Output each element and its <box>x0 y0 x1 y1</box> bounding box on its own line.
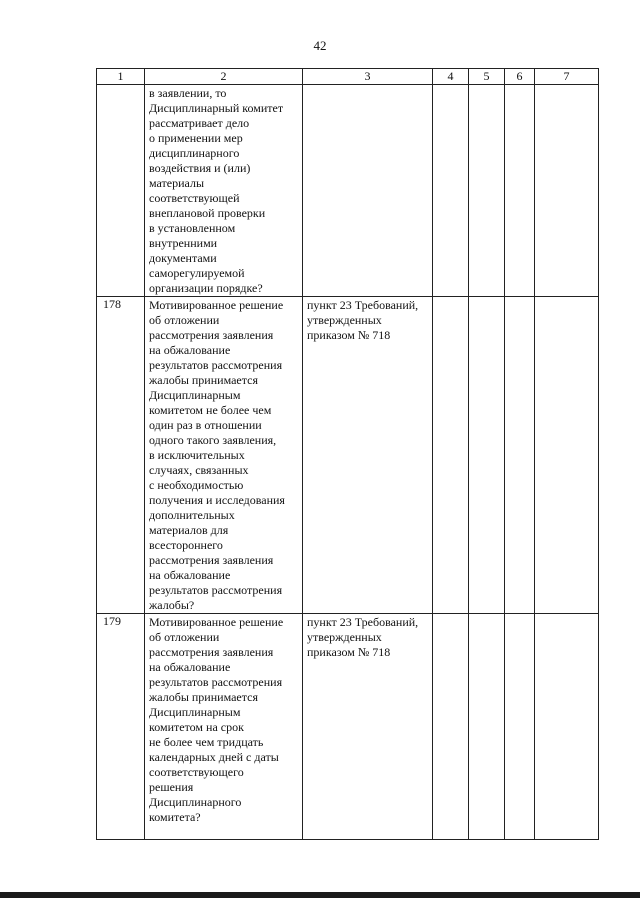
question-cell <box>145 85 303 297</box>
question-line: внеплановой проверки <box>149 206 266 220</box>
answer-cell-5[interactable] <box>469 85 505 297</box>
question-line: календарных дней с даты <box>149 750 279 764</box>
question-line: соответствующей <box>149 191 240 205</box>
answer-cell-7[interactable] <box>535 614 599 840</box>
answer-cell-5[interactable] <box>469 297 505 614</box>
column-header-5: 5 <box>469 69 505 85</box>
answer-cell-6[interactable] <box>505 297 535 614</box>
question-line: саморегулируемой <box>149 266 245 280</box>
question-line: не более чем тридцать <box>149 735 264 749</box>
column-header-2: 2 <box>145 69 303 85</box>
question-line: рассматривает дело <box>149 116 250 130</box>
question-line: Дисциплинарного <box>149 795 242 809</box>
question-line: жалобы принимается <box>149 373 258 387</box>
question-line: Дисциплинарным <box>149 388 241 402</box>
question-line: на обжалование <box>149 660 231 674</box>
question-line: документами <box>149 251 217 265</box>
question-line: одного такого заявления, <box>149 433 277 447</box>
question-line: комитетом на срок <box>149 720 244 734</box>
question-line: организации порядке? <box>149 281 263 295</box>
question-line: об отложении <box>149 630 220 644</box>
reference-line: пункт 23 Требований, <box>307 298 419 312</box>
table-row <box>97 614 599 840</box>
answer-cell-4[interactable] <box>433 614 469 840</box>
question-line: решения <box>149 780 194 794</box>
question-line: комитета? <box>149 810 201 824</box>
question-line: получения и исследования <box>149 493 285 507</box>
question-line: результатов рассмотрения <box>149 675 283 689</box>
question-line: на обжалование <box>149 568 231 582</box>
answer-cell-4[interactable] <box>433 85 469 297</box>
question-line: Дисциплинарный комитет <box>149 101 284 115</box>
question-line: всестороннего <box>149 538 223 552</box>
question-line: рассмотрения заявления <box>149 553 274 567</box>
reference-line: утвержденных <box>307 630 382 644</box>
table-row <box>97 297 599 614</box>
column-header-7: 7 <box>535 69 599 85</box>
reference-cell <box>303 614 433 840</box>
reference-line: приказом № 718 <box>307 645 391 659</box>
question-line: жалобы? <box>149 598 195 612</box>
question-line: случаях, связанных <box>149 463 249 477</box>
question-line: на обжалование <box>149 343 231 357</box>
question-line: Дисциплинарным <box>149 705 241 719</box>
checklist-table <box>96 68 599 840</box>
question-line: воздействия и (или) <box>149 161 251 175</box>
scan-edge-bar <box>0 892 640 898</box>
question-line: в заявлении, то <box>149 86 227 100</box>
reference-line: пункт 23 Требований, <box>307 615 419 629</box>
question-cell <box>145 614 303 840</box>
answer-cell-6[interactable] <box>505 85 535 297</box>
question-line: жалобы принимается <box>149 690 258 704</box>
question-line: материалов для <box>149 523 229 537</box>
reference-line: приказом № 718 <box>307 328 391 342</box>
row-number: 179 <box>97 614 145 840</box>
question-line: рассмотрения заявления <box>149 645 274 659</box>
answer-cell-7[interactable] <box>535 85 599 297</box>
question-line: с необходимостью <box>149 478 244 492</box>
column-header-3: 3 <box>303 69 433 85</box>
question-line: Мотивированное решение <box>149 298 284 312</box>
reference-line: утвержденных <box>307 313 382 327</box>
question-line: комитетом не более чем <box>149 403 272 417</box>
column-header-6: 6 <box>505 69 535 85</box>
answer-cell-7[interactable] <box>535 297 599 614</box>
question-line: дисциплинарного <box>149 146 240 160</box>
question-line: дополнительных <box>149 508 235 522</box>
answer-cell-5[interactable] <box>469 614 505 840</box>
question-line: в исключительных <box>149 448 245 462</box>
row-number: 178 <box>97 297 145 614</box>
column-header-4: 4 <box>433 69 469 85</box>
table-row <box>97 85 599 297</box>
page-number: 42 <box>313 38 327 53</box>
question-line: соответствующего <box>149 765 244 779</box>
question-line: один раз в отношении <box>149 418 262 432</box>
reference-cell <box>303 297 433 614</box>
question-line: о применении мер <box>149 131 243 145</box>
question-line: результатов рассмотрения <box>149 583 283 597</box>
header-row <box>97 69 599 85</box>
question-line: об отложении <box>149 313 220 327</box>
question-line: материалы <box>149 176 205 190</box>
question-line: внутренними <box>149 236 218 250</box>
question-cell <box>145 297 303 614</box>
reference-cell <box>303 85 433 297</box>
row-number <box>97 85 145 297</box>
answer-cell-6[interactable] <box>505 614 535 840</box>
answer-cell-4[interactable] <box>433 297 469 614</box>
question-line: Мотивированное решение <box>149 615 284 629</box>
column-header-1: 1 <box>97 69 145 85</box>
question-line: результатов рассмотрения <box>149 358 283 372</box>
question-line: в установленном <box>149 221 236 235</box>
question-line: рассмотрения заявления <box>149 328 274 342</box>
